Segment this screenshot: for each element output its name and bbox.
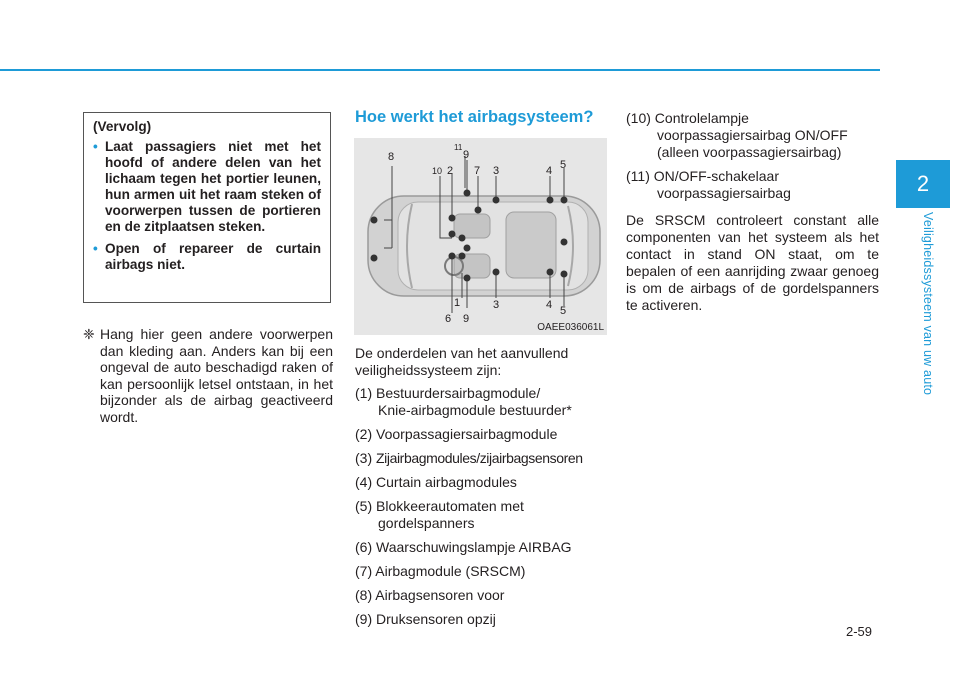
caution-bullet: • Open of repareer de curtain airbags niet. bbox=[93, 241, 321, 273]
component-item bbox=[355, 563, 607, 580]
callout-3-bottom: 3 bbox=[493, 299, 500, 311]
item-text: Controlelampje bbox=[654, 110, 749, 126]
page-number: 2-59 bbox=[845, 624, 872, 639]
callout-8: 8 bbox=[388, 151, 395, 163]
item-number: (11) bbox=[626, 168, 650, 184]
callout-4-bottom: 4 bbox=[546, 299, 553, 311]
component-item bbox=[355, 611, 607, 628]
component-list-col2 bbox=[355, 345, 607, 635]
item-text-cont: gordelspanners bbox=[378, 515, 475, 531]
component-item bbox=[626, 168, 879, 202]
component-item bbox=[355, 539, 607, 556]
callout-11: 11 bbox=[454, 143, 463, 152]
item-number: (7) bbox=[355, 563, 373, 579]
figure-code: OAEE036061L bbox=[537, 322, 604, 333]
note bbox=[83, 326, 333, 425]
callout-5-top: 5 bbox=[560, 159, 567, 171]
component-item bbox=[355, 385, 607, 419]
callout-7: 7 bbox=[474, 165, 481, 177]
callout-9-top: 9 bbox=[463, 149, 470, 161]
components-intro: De onderdelen van het aanvullend veiligheidssysteem zijn: bbox=[355, 345, 569, 378]
callout-5-bottom: 5 bbox=[560, 305, 567, 317]
component-item bbox=[626, 110, 879, 161]
callout-1: 1 bbox=[454, 297, 461, 309]
item-number: (10) bbox=[626, 110, 651, 126]
caution-bullet: • Laat passagiers niet met het hoofd of andere delen van het lichaam tegen het portier leunen, hun armen uit het raam steken of voorwerpen tussen de portieren en de zitplaatsen steken. bbox=[93, 139, 321, 235]
chapter-title: Veiligheidssysteem van uw auto bbox=[921, 212, 935, 396]
callout-10: 10 bbox=[432, 166, 443, 176]
item-text: Druksensoren opzij bbox=[376, 611, 496, 627]
item-text: Waarschuwingslampje AIRBAG bbox=[376, 539, 572, 555]
item-text: ON/OFF-schakelaar bbox=[653, 168, 779, 184]
item-number: (1) bbox=[355, 385, 373, 401]
item-text-cont: Knie-airbagmodule bestuurder* bbox=[378, 402, 572, 418]
item-text: Bestuurdersairbagmodule/ bbox=[376, 385, 541, 401]
header-rule bbox=[0, 69, 880, 71]
item-text: Zijairbagmodules/zijairbagsensoren bbox=[376, 450, 583, 466]
note-symbol-icon: ❈ bbox=[83, 326, 95, 342]
component-item bbox=[355, 450, 607, 467]
item-number: (9) bbox=[355, 611, 373, 627]
item-text-cont: voorpassagiersairbag ON/OFF bbox=[657, 127, 848, 143]
component-list-col3 bbox=[626, 110, 879, 314]
component-item bbox=[355, 426, 607, 443]
callout-6: 6 bbox=[445, 313, 452, 325]
component-item bbox=[355, 587, 607, 604]
item-text: Blokkeerautomaten met bbox=[376, 498, 524, 514]
item-text: Curtain airbagmodules bbox=[376, 474, 517, 490]
item-text-cont: voorpassagiersairbag bbox=[657, 185, 791, 201]
car-topview-illustration bbox=[354, 138, 607, 335]
item-number: (2) bbox=[355, 426, 373, 442]
item-number: (6) bbox=[355, 539, 373, 555]
item-text: Voorpassagiersairbagmodule bbox=[376, 426, 558, 442]
callout-3-top: 3 bbox=[493, 165, 500, 177]
item-number: (8) bbox=[355, 587, 373, 603]
item-text: Airbagsensoren voor bbox=[375, 587, 505, 603]
callout-9-bottom: 9 bbox=[463, 313, 470, 325]
caution-box bbox=[83, 112, 331, 303]
item-text: Airbagmodule (SRSCM) bbox=[375, 563, 526, 579]
component-item bbox=[355, 498, 607, 532]
item-text-cont: (alleen voorpassagiersairbag) bbox=[657, 144, 842, 160]
caution-title: (Vervolg) bbox=[93, 119, 152, 134]
component-item bbox=[355, 474, 607, 491]
item-number: (5) bbox=[355, 498, 373, 514]
callout-4-top: 4 bbox=[546, 165, 553, 177]
srscm-paragraph: De SRSCM controleert constant alle componenten van het systeem als het contact in stand ON staat, om te bepalen of een aanrijding zwaar genoeg is om de airbags of de gordelspanners te activeren. bbox=[626, 212, 879, 313]
item-number: (4) bbox=[355, 474, 373, 490]
item-number: (3) bbox=[355, 450, 373, 466]
airbag-diagram bbox=[354, 138, 607, 335]
section-title: Hoe werkt het airbagsysteem? bbox=[355, 108, 594, 126]
note-text: Hang hier geen andere voorwerpen dan kleding aan. Anders kan bij een ongeval de auto beschadigd raken of kan persoonlijk letsel ontstaan, in het bijzonder als de airbag geactiveerd wordt. bbox=[100, 326, 333, 425]
callout-2: 2 bbox=[447, 165, 454, 177]
chapter-number: 2 bbox=[916, 171, 930, 196]
chapter-tab bbox=[896, 160, 950, 208]
